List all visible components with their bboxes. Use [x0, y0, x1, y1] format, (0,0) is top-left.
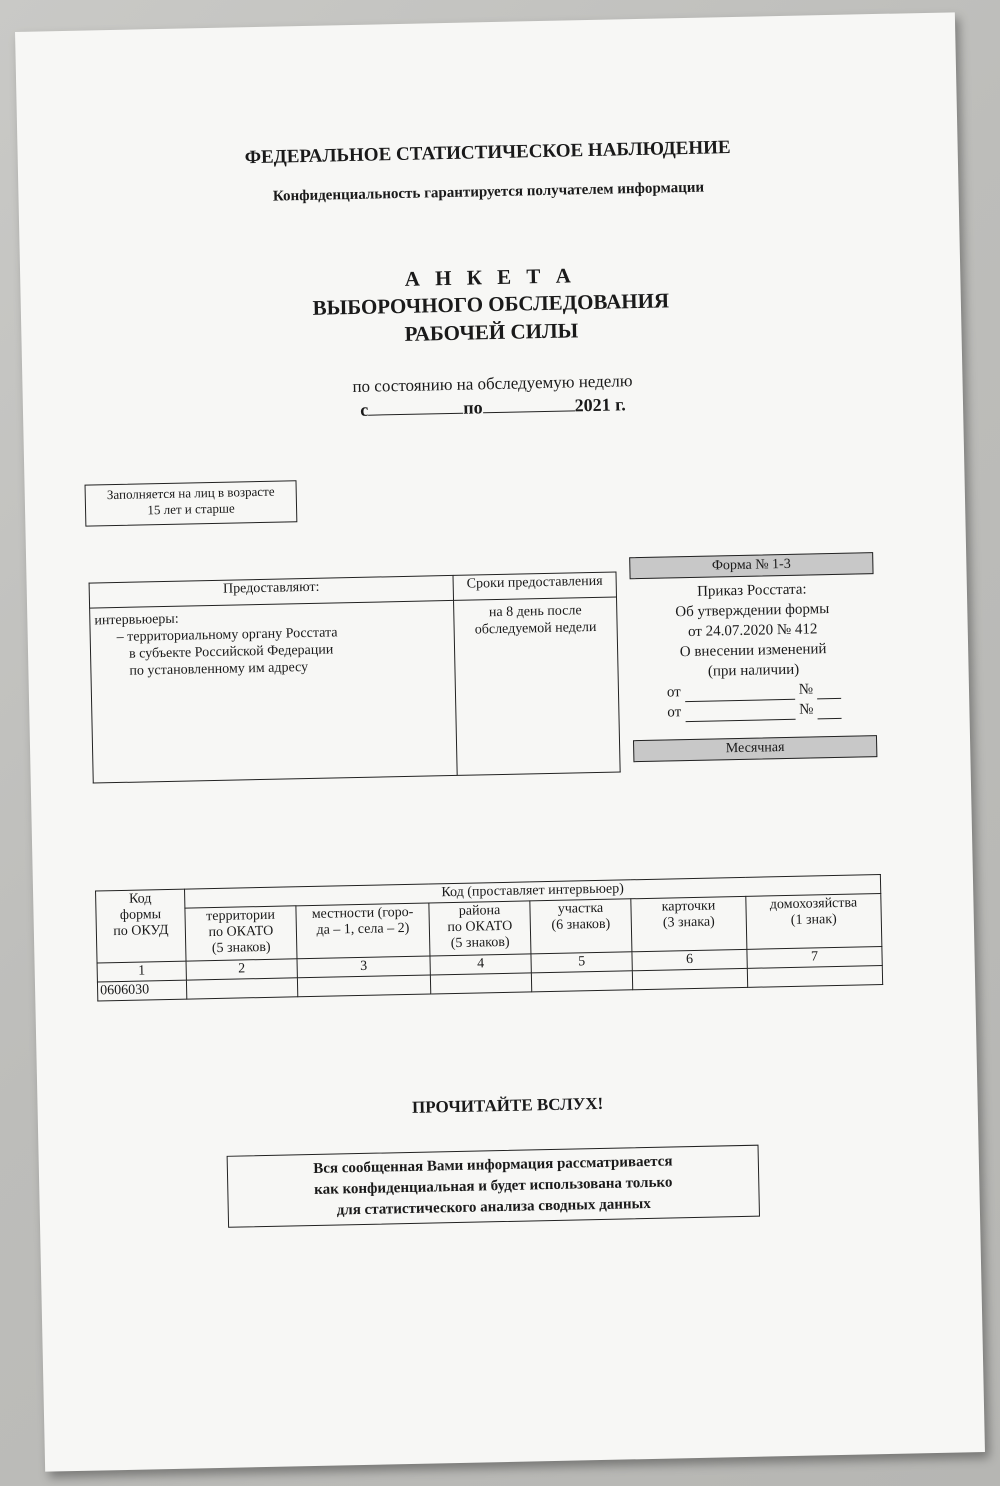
age-note-line2: 15 лет и старше [147, 500, 235, 518]
amendment-from-label: от [666, 684, 681, 701]
deadline-cell [454, 597, 621, 775]
okud-value: 0606030 [97, 980, 186, 1001]
code-col-section: участка (6 знаков) [530, 899, 632, 954]
provide-cell [90, 600, 458, 783]
anketa-title: А Н К Е Т А [404, 263, 577, 291]
card-code-input[interactable] [632, 968, 747, 989]
order-line2: Об утверждении формы [675, 601, 830, 621]
order-line3: от 24.07.2020 № 412 [687, 621, 818, 641]
notice-line2: как конфиденциальная и будет использована только [314, 1174, 673, 1198]
provide-header: Предоставляют: [89, 575, 453, 608]
deadline-line2: обследуемой недели [474, 619, 597, 638]
survey-title-line1: ВЫБОРОЧНОГО ОБСЛЕДОВАНИЯ [312, 288, 670, 320]
code-table [95, 874, 883, 1001]
period-year: 2021 г. [574, 394, 626, 416]
survey-state-line: по состоянию на обследуемую неделю [352, 371, 633, 397]
code-col-card: карточки (3 знака) [631, 896, 747, 951]
code-col-household: домохозяйства (1 знак) [746, 894, 882, 950]
territory-code-input[interactable] [186, 978, 297, 999]
provider-label: интервьюеры: [94, 611, 179, 629]
code-col-locality: местности (горо- да – 1, села – 2) [296, 903, 430, 959]
order-line5: (при наличии) [707, 661, 800, 680]
household-code-input[interactable] [747, 966, 882, 988]
provider-line1: – территориальному органу Росстата [116, 625, 338, 646]
amendment-date-blank[interactable] [685, 705, 795, 722]
col-number: 2 [186, 959, 297, 980]
age-note-line1: Заполняется на лиц в возрасте [106, 483, 275, 503]
deadline-line1: на 8 день после [488, 603, 582, 621]
provider-line2: в субъекте Российской Федерации [128, 642, 334, 662]
notice-line3: для статистического анализа сводных данных [336, 1195, 651, 1219]
deadline-header: Сроки предоставления [453, 572, 616, 600]
period-from-label: с [360, 399, 369, 420]
amendment-row-2 [632, 698, 876, 723]
notice-line1: Вся сообщенная Вами информация рассматривается [313, 1153, 673, 1178]
locality-code-input[interactable] [297, 975, 430, 997]
col-number: 5 [531, 952, 632, 973]
form-number-badge: Форма № 1-3 [629, 552, 873, 579]
confidentiality-notice-box [227, 1145, 760, 1228]
amendment-num-blank[interactable] [817, 684, 841, 699]
amendment-num-label: № [798, 701, 814, 718]
col-number: 3 [297, 956, 430, 978]
col-number: 1 [97, 961, 186, 982]
okud-header: Код формы по ОКУД [96, 889, 186, 963]
survey-title-line2: РАБОЧЕЙ СИЛЫ [404, 318, 579, 346]
order-line1: Приказ Росстата: [696, 581, 807, 600]
provider-line3: по установленному им адресу [129, 660, 309, 679]
period-from-blank[interactable] [368, 397, 463, 416]
period-to-blank[interactable] [482, 394, 574, 413]
order-info [630, 578, 877, 723]
col-number: 7 [747, 947, 882, 969]
form-info-block [629, 552, 877, 762]
provide-table [89, 572, 621, 784]
interviewer-code-header: Код (проставляет интервьюер) [185, 875, 881, 909]
col-number: 6 [632, 949, 747, 970]
confidentiality-note: Конфиденциальность гарантируется получателем информации [272, 179, 705, 205]
age-note-box [85, 480, 298, 526]
section-code-input[interactable] [531, 971, 632, 992]
amendment-num-label: № [798, 681, 814, 698]
code-col-territory: территории по ОКАТО (5 знаков) [185, 906, 297, 961]
period-to-label: по [463, 397, 483, 418]
district-code-input[interactable] [430, 973, 531, 994]
col-number: 4 [430, 954, 531, 975]
periodicity-badge: Месячная [633, 735, 877, 762]
federal-observation-heading: ФЕДЕРАЛЬНОЕ СТАТИСТИЧЕСКОЕ НАБЛЮДЕНИЕ [244, 137, 731, 169]
amendment-date-blank[interactable] [685, 685, 795, 702]
questionnaire-sheet [15, 12, 985, 1471]
order-line4: О внесении изменений [679, 641, 827, 661]
code-col-district: района по ОКАТО (5 знаков) [429, 901, 531, 956]
read-aloud-heading: ПРОЧИТАЙТЕ ВСЛУХ! [411, 1093, 604, 1117]
amendment-from-label: от [667, 704, 682, 721]
amendment-num-blank[interactable] [817, 704, 841, 719]
